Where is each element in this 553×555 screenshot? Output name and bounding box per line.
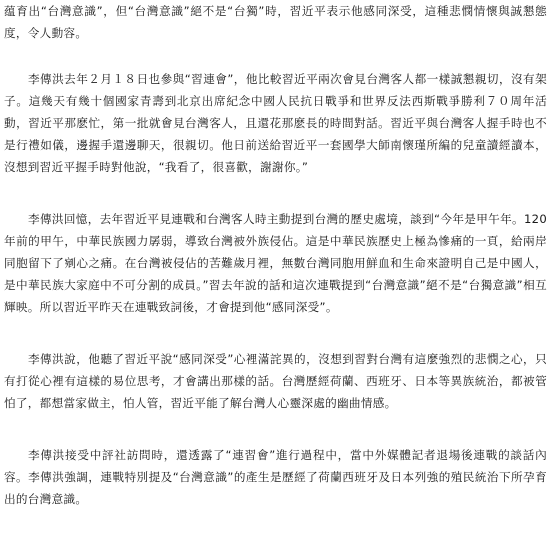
- paragraph-3: 李傳洪回憶，去年習近平見連戰和台灣客人時主動提到台灣的歷史處境，談到“今年是甲午年。120年前的甲午，中華民族國力孱弱，導致台灣被外族侵佔。這是中華民族歷史上極為慘痛的一頁，給兩岸同胞留下了剜心之痛。在台灣被侵佔的苦難歲月裡，無數台灣同胞用鮮血和生命來證明自己是中國人，是中華民族大家庭中不可分割的成員。”習去年說的話和這次連戰提到“台灣意識”絕不是“台獨意識”相互輝映。所以習近平昨天在連戰致詞後，才會提到他“感同深受”。: [4, 212, 547, 314]
- paragraph-4: 李傳洪說，他聽了習近平說“感同深受”心裡滿詫異的，沒想到習對台灣有這麼強烈的悲憫之心，只有打從心裡有這樣的易位思考，才會講出那樣的話。台灣歷經荷蘭、西班牙、日本等異族統治，都被管怕了，都想當家做主，怕人管，習近平能了解台灣人心靈深處的幽曲情感。: [4, 352, 547, 410]
- paragraph-gap: [4, 44, 547, 68]
- paragraph-5: 李傳洪接受中評社訪問時，還透露了“連習會”進行過程中，當中外媒體記者退場後連戰的談話內容。李傳洪強調，連戰特別提及“台灣意識”的產生是歷經了荷蘭西班牙及日本列強的殖民統治下所孕育出的台灣意識。: [4, 448, 547, 506]
- paragraph-gap: [4, 178, 547, 208]
- paragraph-1: 蕴育出“台灣意識”，但“台灣意識”絕不是“台獨”時，習近平表示他感同深受，這種悲憫情懷與誠懇態度，令人動容。: [4, 4, 547, 40]
- paragraph-2: 李傳洪去年２月１８日也參與“習連會”，他比較習近平兩次會見台灣客人都一樣誠懇親切，沒有架子。這幾天有幾十個國家青壽到北京出席紀念中國人民抗日戰爭和世界反法西斯戰爭勝利７０周年活動，習近平那麽忙，第一批就會見台灣客人，且還花那麽長的時間對話。習近平與台灣客人握手時也不是行禮如儀，邊握手還邊聊天，很親切。他日前送給習近平一套國學大師南懷瑾所編的兒童讀經讀本，沒想到習近平握手時對他說，“我看了，很喜歡，謝謝你。”: [4, 72, 547, 174]
- paragraph-gap: [4, 318, 547, 348]
- paragraph-gap: [4, 414, 547, 444]
